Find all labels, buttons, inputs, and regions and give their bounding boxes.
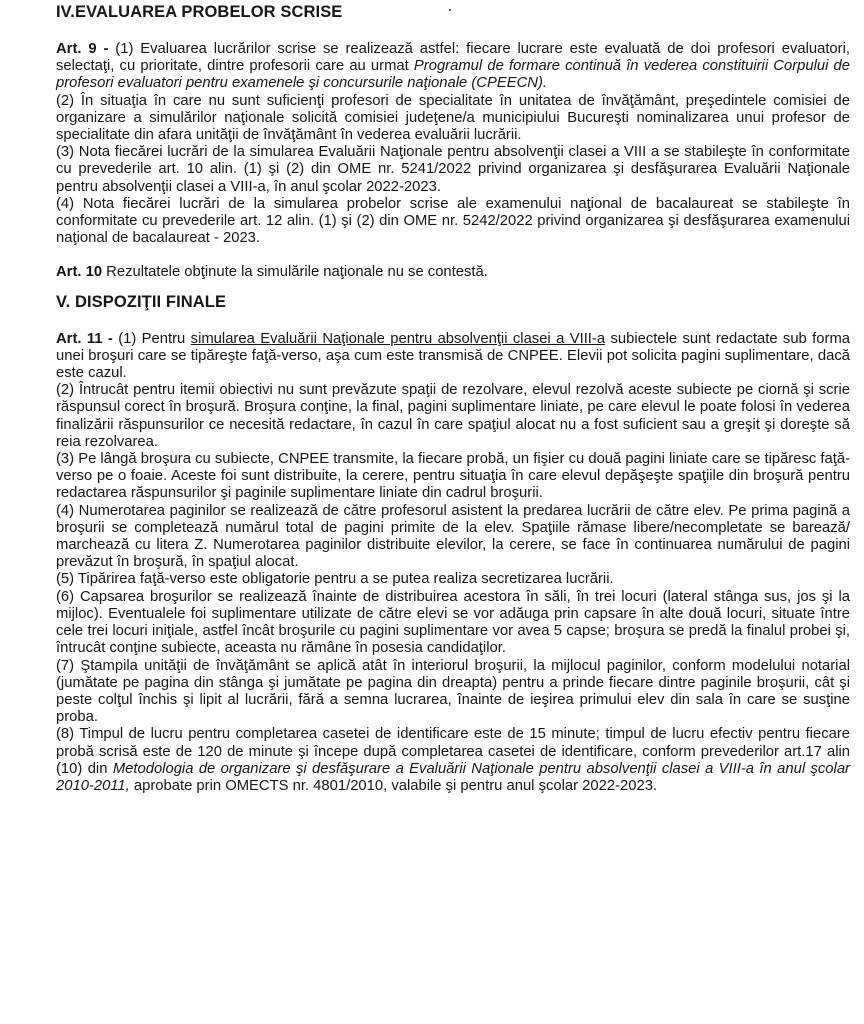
section-iv-title: IV.EVALUAREA PROBELOR SCRISE — [56, 3, 343, 21]
art9-para-3: (3) Nota fiecărei lucrări de la simularea Evaluării Naţionale pentru absolvenţii clasei a VIII a se stabileşte în conformitate cu prevederile art. 10 alin. (1) şi (2) din OME nr. 5241/2022 privind organizarea şi desfăşurarea Evaluării Naţionale pentru absolvenţii clasei a VIII-a, în anul şcolar 2022-2023. — [56, 144, 850, 195]
article-9 — [56, 41, 850, 247]
cpeecn-program: Programul de formare continuă în vederea constituirii Corpului de profesori evaluatori pentru examenele şi concursurile naţionale (CPEECN). — [56, 58, 850, 92]
article-11 — [56, 331, 850, 795]
art11-para-8: (8) Timpul de lucru pentru completarea casetei de identificare este de 15 minute; timpul de lucru efectiv pentru fiecare probă scrisă este de 120 de minute şi începe după completarea casetei de identificare, conform prevederilor art.17 alin (10) din Metodologia de organizare şi desfăşurare a Evaluării Naţionale pentru absolvenţii clasei a VIII-a în anul şcolar 2010-2011, aprobate prin OMECTS nr. 4801/2010, valabile şi pentru anul şcolar 2022-2023. — [56, 726, 850, 794]
art9-para-1: Art. 9 - (1) Evaluarea lucrărilor scrise se realizează astfel: fiecare lucrare este evaluată de doi profesori evaluatori, selectaţi, cu prioritate, dintre profesorii care au urmat Programul de formare continuă în vederea constituirii Corpului de profesori evaluatori pentru examenele şi concursurile naţionale (CPEECN). — [56, 41, 850, 92]
art11-para-7: (7) Ştampila unităţii de învăţământ se aplică atât în interiorul broşurii, la mijlocul paginilor, conform modelului notarial (jumătate pe pagina din stânga şi jumătate pe pagina din dreapta) pentru a prinde fiecare dintre paginile broşurii, cât şi peste colţul închis şi lipit al lucrării, fără a semna lucrarea, înainte de ieşirea primului elev din sala în care se susţine proba. — [56, 657, 850, 726]
art10-label: Art. 10 — [56, 264, 103, 281]
article-10 — [56, 264, 850, 281]
art11-para-4: (4) Numerotarea paginilor se realizează de către profesorul asistent la predarea lucrării de către elev. Pe prima pagină a broşurii se completează numărul total de pagini primite de la elev. Spaţiile rămase libere/necompletate se barează/ marchează cu litera Z. Numerotarea paginilor distribuite elevilor, la cerere, se face în continuarea numărului de pagini prevăzut în broşură, în spaţiul alocat. — [56, 502, 850, 571]
methodology-title: Metodologia de organizare şi desfăşurare a Evaluării Naţionale pentru absolvenţii clasei a VIII-a în anul şcolar 2010-2011, — [56, 760, 850, 794]
art9-para-2: (2) În situaţia în care nu sunt suficienţi profesori de specialitate în unitatea de învăţământ, preşedintele comisiei de organizare a simulărilor naţionale solicită comisiei judeţene/a municipiului Bucureşti nominalizarea unui profesor de specialitate din afara unităţii de învăţământ în vederea evaluării lucrării. — [56, 92, 850, 144]
section-v-title: V. DISPOZIŢII FINALE — [56, 292, 227, 311]
art11-para-3: (3) Pe lângă broşura cu subiecte, CNPEE transmite, la fiecare probă, un fişier cu două pagini liniate care se tipăresc faţă-verso pe o foaie. Aceste foi sunt distribuite, la cerere, pentru situaţia în care elevul depăşeşte spaţiile din broşură pentru redactarea răspunsurilor şi paginile suplimentare liniate din cadrul broşurii. — [56, 451, 850, 502]
en-simulation-underlined: simularea Evaluării Naţionale pentru absolvenţii clasei a VIII-a — [190, 330, 606, 347]
art11-para-2: (2) Întrucât pentru itemii obiectivi nu sunt prevăzute spaţii de rezolvare, elevul rezolvă aceste subiecte pe ciornă şi scrie răspunsul corect în broşură. Broşura conţine, la final, pagini suplimentare liniate, pe care elevul le poate folosi în vederea finalizării răspunsurilor ce necesită redactare, în cazul în care spaţiul alocat nu a fost suficient sau a greşit şi doreşte să reia rezolvarea. — [56, 382, 850, 450]
art11-para-5: (5) Tipărirea faţă-verso este obligatorie pentru a se putea realiza secretizarea lucrării. — [56, 571, 614, 588]
art9-para-4: (4) Nota fiecărei lucrări de la simularea probelor scrise ale examenului naţional de bacalaureat se stabileşte în conformitate cu prevederile art. 12 alin. (1) şi (2) din OME nr. 5242/2022 privind organizarea şi desfăşurarea examenului naţional de bacalaureat - 2023. — [56, 195, 850, 247]
art11-para-6: (6) Capsarea broşurilor se realizează înainte de distribuirea acestora în săli, în trei locuri (lateral stânga sus, jos şi la mijloc). Eventualele foi suplimentare utilizate de către elevi se vor adăuga prin capsare în alte două locuri, situate între cele trei locuri iniţiale, astfel încât broşurile cu pagini suplimentare vor avea 5 capse; broşura se predă la finalul probei şi, întrucât conţine subiecte, aceasta nu rămâne în posesia candidaţilor. — [56, 588, 850, 657]
document-page — [56, 0, 850, 795]
art9-label: Art. 9 - — [56, 41, 109, 57]
art11-para-1: Art. 11 - (1) Pentru simularea Evaluării Naţionale pentru absolvenţii clasei a VIII-a subiectele sunt redactate sub forma unei broşuri care se tipăreşte faţă-verso, aşa cum este transmisă de CNPEE. Elevii pot solicita pagini suplimentare, dacă este cazul. — [56, 330, 851, 382]
art10-text: Rezultatele obţinute la simulările naţionale nu se contestă. — [102, 264, 488, 281]
art11-label: Art. 11 - — [56, 330, 113, 347]
